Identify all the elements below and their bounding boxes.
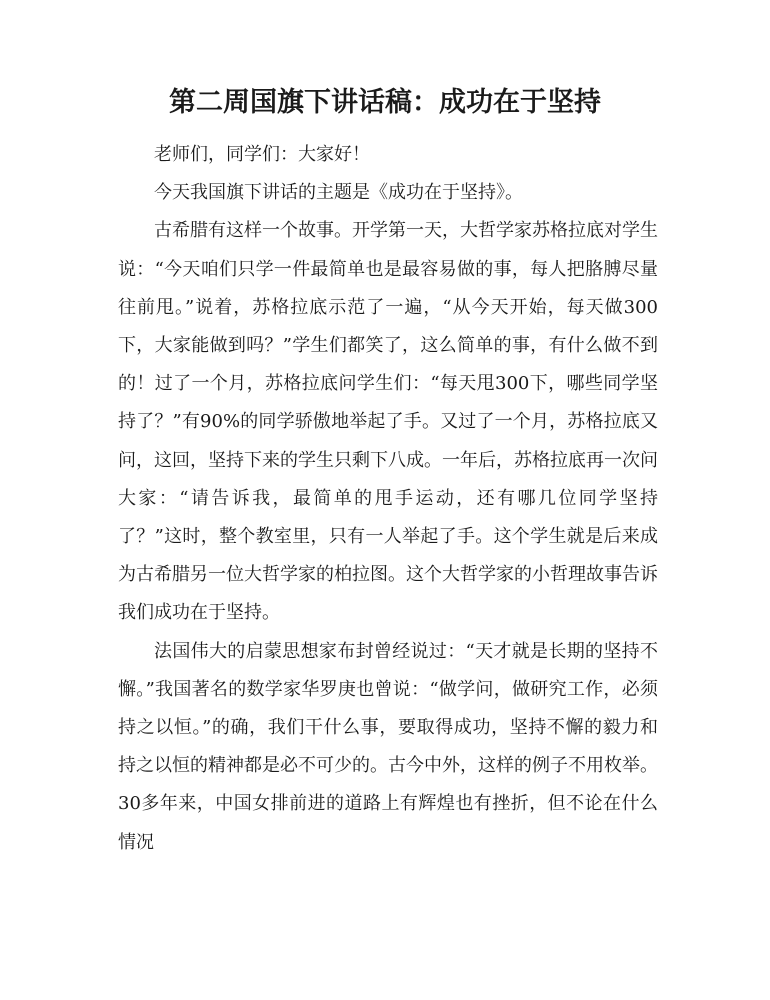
document-title: 第二周国旗下讲话稿：成功在于坚持 (169, 87, 601, 118)
paragraph-topic: 今天我国旗下讲话的主题是《成功在于坚持》。 (154, 182, 523, 204)
paragraph-quotes: 法国伟大的启蒙思想家布封曾经说过：“天才就是长期的坚持不懈。”我国著名的数学家华罗庚也曾说：“做学问，做研究工作，必须持之以恒。”的确，我们干什么事，要取得成功，坚持不懈的毅力和持之以恒的精神都是必不可少的。古今中外，这样的例子不用枚举。30多年来，中国女排前进的道路上有辉煌也有挫折，但不论在什么情况 (118, 640, 658, 853)
paragraph-greeting: 老师们，同学们：大家好！ (154, 144, 370, 165)
document-body (118, 136, 658, 862)
paragraph-socrates-story: 古希腊有这样一个故事。开学第一天，大哲学家苏格拉底对学生说：“今天咱们只学一件最简单也是最容易做的事，每人把胳膊尽量往前甩。”说着，苏格拉底示范了一遍，“从今天开始，每天做300下，大家能做到吗？”学生们都笑了，这么简单的事，有什么做不到的！过了一个月，苏格拉底问学生们：“每天甩300下，哪些同学坚持了？”有90%的同学骄傲地举起了手。又过了一个月，苏格拉底又问，这回，坚持下来的学生只剩下八成。一年后，苏格拉底再一次问大家：“请告诉我，最简单的甩手运动，还有哪几位同学坚持了？”这时，整个教室里，只有一人举起了手。这个学生就是后来成为古希腊另一位大哲学家的柏拉图。这个大哲学家的小哲理故事告诉我们成功在于坚持。 (118, 220, 658, 624)
